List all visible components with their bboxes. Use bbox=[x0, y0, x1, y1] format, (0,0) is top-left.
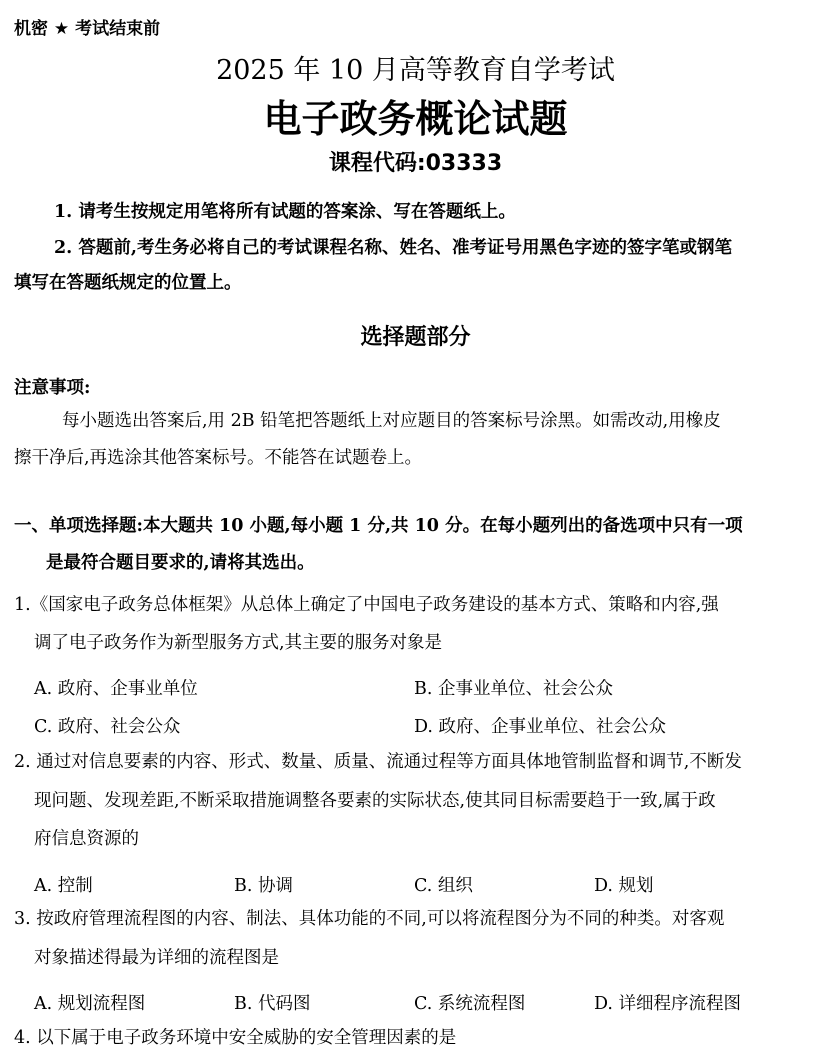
question-2-line-2: 现问题、发现差距,不断采取措施调整各要素的实际状态,使其同目标需要趋于一致,属于政 bbox=[34, 791, 716, 811]
section-title: 选择题部分 bbox=[360, 325, 471, 350]
notice-label: 注意事项: bbox=[14, 378, 91, 398]
notice-line-2: 擦干净后,再选涂其他答案标号。不能答在试题卷上。 bbox=[14, 448, 423, 468]
question-3-line-1: 3. 按政府管理流程图的内容、制法、具体功能的不同,可以将流程图分为不同的种类。对客观 bbox=[14, 909, 725, 929]
instruction-2-continued: 填写在答题纸规定的位置上。 bbox=[14, 273, 242, 293]
question-1-option-c: C. 政府、社会公众 bbox=[34, 717, 181, 737]
question-2-line-1: 2. 通过对信息要素的内容、形式、数量、质量、流通过程等方面具体地管制监督和调节,不断发 bbox=[14, 752, 742, 772]
question-2-option-b: B. 协调 bbox=[234, 876, 293, 896]
question-1-option-b: B. 企事业单位、社会公众 bbox=[414, 679, 613, 699]
part-one-heading: 一、单项选择题:本大题共 10 小题,每小题 1 分,共 10 分。在每小题列出的备选项中只有一项 bbox=[14, 516, 743, 536]
exam-name: 2025 年 10 月高等教育自学考试 bbox=[216, 55, 615, 86]
part-one-heading-continued: 是最符合题目要求的,请将其选出。 bbox=[46, 553, 315, 573]
course-code: 课程代码:03333 bbox=[328, 151, 503, 176]
question-1-option-d: D. 政府、企事业单位、社会公众 bbox=[414, 717, 667, 737]
question-2-option-d: D. 规划 bbox=[594, 876, 654, 896]
question-1-line-1: 1.《国家电子政务总体框架》从总体上确定了中国电子政务建设的基本方式、策略和内容,强 bbox=[14, 595, 719, 615]
question-4-line-1: 4. 以下属于电子政务环境中安全威胁的安全管理因素的是 bbox=[14, 1028, 457, 1048]
question-3-line-2: 对象描述得最为详细的流程图是 bbox=[34, 948, 279, 968]
instruction-1: 1. 请考生按规定用笔将所有试题的答案涂、写在答题纸上。 bbox=[54, 202, 516, 222]
question-2-line-3: 府信息资源的 bbox=[34, 829, 139, 849]
instruction-2: 2. 答题前,考生务必将自己的考试课程名称、姓名、准考证号用黑色字迹的签字笔或钢笔 bbox=[54, 238, 732, 258]
question-3-option-c: C. 系统流程图 bbox=[414, 994, 526, 1014]
question-3-option-b: B. 代码图 bbox=[234, 994, 311, 1014]
question-2-option-a: A. 控制 bbox=[34, 876, 93, 896]
confidential-mark: 机密 ★ 考试结束前 bbox=[14, 19, 161, 39]
question-3-option-d: D. 详细程序流程图 bbox=[594, 994, 742, 1014]
question-2-option-c: C. 组织 bbox=[414, 876, 473, 896]
question-3-option-a: A. 规划流程图 bbox=[34, 994, 146, 1014]
question-1-option-a: A. 政府、企事业单位 bbox=[34, 679, 198, 699]
paper-title: 电子政务概论试题 bbox=[263, 97, 568, 141]
question-1-line-2: 调了电子政务作为新型服务方式,其主要的服务对象是 bbox=[34, 633, 443, 653]
notice-line-1: 每小题选出答案后,用 2B 铅笔把答题纸上对应题目的答案标号涂黑。如需改动,用橡皮 bbox=[62, 411, 721, 431]
